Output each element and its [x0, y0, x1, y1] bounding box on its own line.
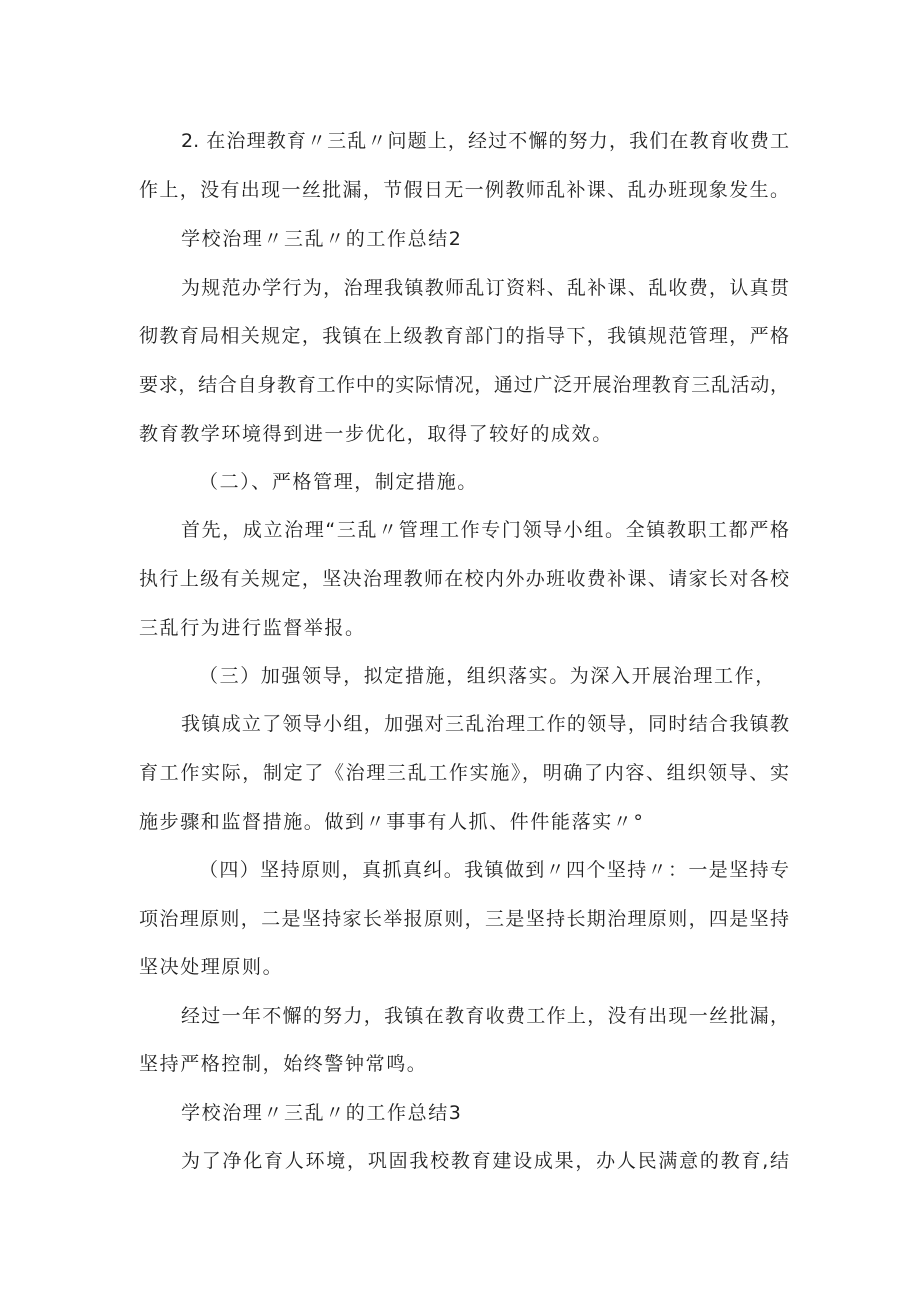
paragraph-line: 坚决处理原则。 — [139, 956, 284, 978]
paragraph-line: 经过一年不懈的努力，我镇在教育收费工作上，没有出现一丝批漏， — [181, 1005, 789, 1027]
paragraph-line: 教育教学环境得到进一步优化，取得了较好的成效。 — [139, 423, 613, 445]
paragraph-line: 彻教育局相关规定，我镇在上级教育部门的指导下，我镇规范管理，严格 — [139, 325, 789, 347]
paragraph-line: 作上，没有出现一丝批漏，节假日无一例教师乱补课、乱办班现象发生。 — [139, 179, 789, 201]
subsection-heading: （四）坚持原则，真抓真纠。我镇做到〃四个坚持〃：一是坚持专 — [199, 859, 789, 881]
paragraph-line: 三乱行为进行监督举报。 — [139, 617, 366, 639]
paragraph-line: 要求，结合自身教育工作中的实际情况，通过广泛开展治理教育三乱活动， — [139, 374, 789, 396]
paragraph-line: 为了净化育人环境，巩固我校教育建设成果，办人民满意的教育,结 — [181, 1150, 789, 1172]
paragraph-line: 首先，成立治理“三乱〃管理工作专门领导小组。全镇教职工都严格 — [181, 519, 789, 541]
paragraph-line: 执行上级有关规定，坚决治理教师在校内外办班收费补课、请家长对各校 — [139, 568, 789, 590]
paragraph-line: 坚持严格控制，始终警钟常鸣。 — [139, 1053, 428, 1075]
section-heading: 学校治理〃三乱〃的工作总结3 — [181, 1102, 463, 1124]
paragraph-line: 2. 在治理教育〃三乱〃问题上，经过不懈的努力，我们在教育收费工 — [181, 130, 789, 152]
paragraph-line: 我镇成立了领导小组，加强对三乱治理工作的领导，同时结合我镇教 — [181, 713, 789, 735]
subsection-heading: （二）、严格管理，制定措施。 — [199, 471, 478, 493]
paragraph-line: 施步骤和监督措施。做到〃事事有人抓、件件能落实〃° — [139, 811, 645, 833]
paragraph-line: 育工作实际，制定了《治理三乱工作实施》，明确了内容、组织领导、实 — [139, 762, 789, 784]
section-heading: 学校治理〃三乱〃的工作总结2 — [181, 228, 463, 250]
paragraph-line: 为规范办学行为，治理我镇教师乱订资料、乱补课、乱收费，认真贯 — [181, 277, 789, 299]
subsection-heading: （三）加强领导，拟定措施，组织落实。为深入开展治理工作， — [199, 665, 776, 687]
paragraph-line: 项治理原则，二是坚持家长举报原则，三是坚持长期治理原则，四是坚持 — [139, 908, 789, 930]
